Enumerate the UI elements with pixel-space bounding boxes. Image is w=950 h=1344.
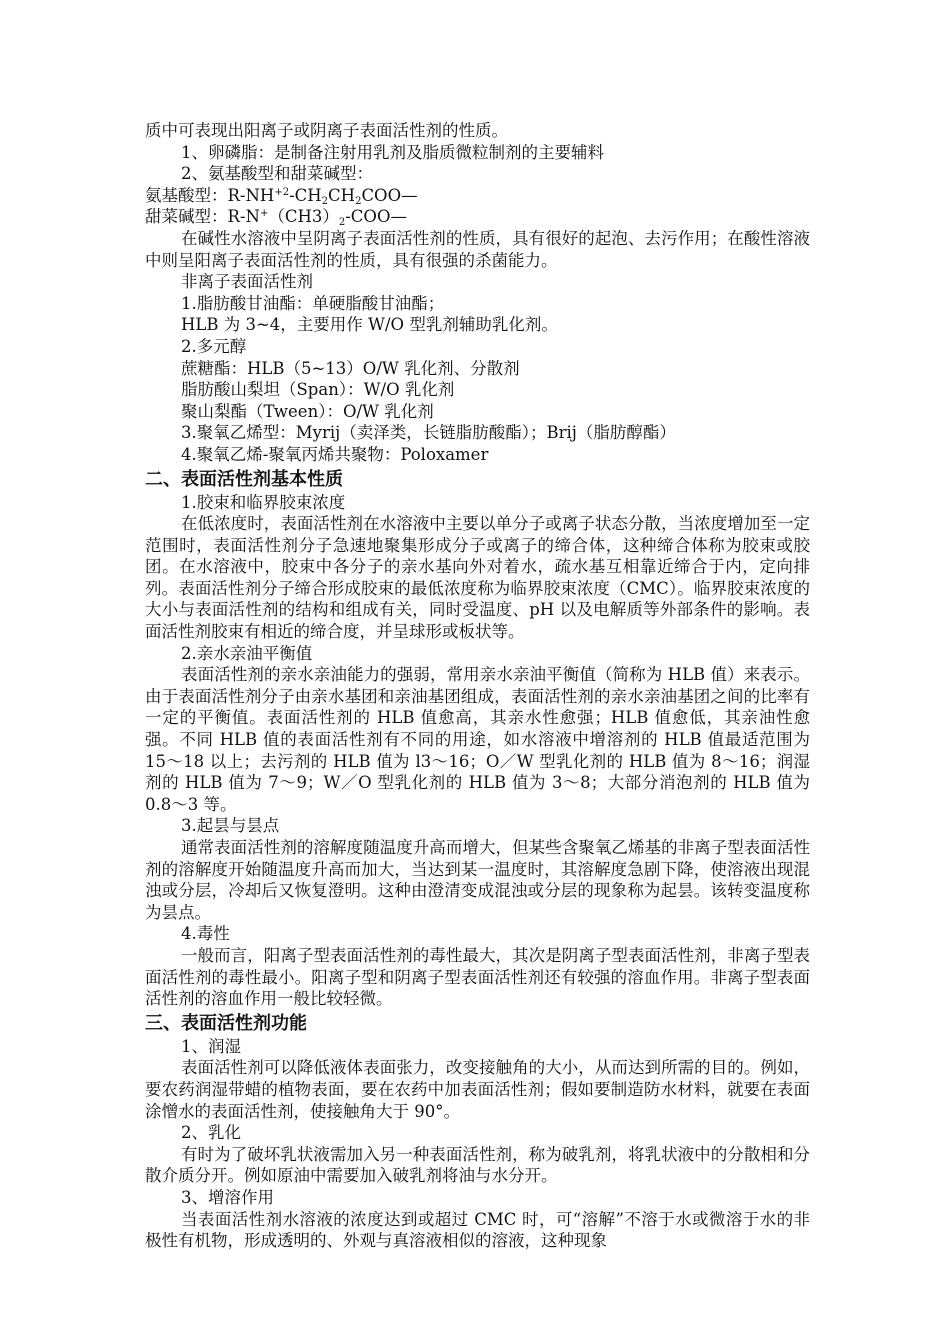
text-line: 脂肪酸山梨坦（Span）：W/O 乳化剂 [181,380,455,400]
text-line: HLB 为 3~4，主要用作 W/O 型乳剂辅助乳化剂。 [181,315,558,335]
subsection-title: 2.亲水亲油平衡值 [181,643,313,663]
paragraph: 在碱性水溶液中呈阴离子表面活性剂的性质，具有很好的起泡、去污作用；在酸性溶液中则呈阳离子表面活性剂的性质，具有很强的杀菌能力。 [145,228,810,270]
text-line: 非离子表面活性剂 [181,272,313,292]
text-line: 1、卵磷脂：是制备注射用乳剂及脂质微粒制剂的主要辅料 [181,142,604,162]
subsection-title: 4.毒性 [181,924,230,944]
subsection-title: 1.胶束和临界胶束浓度 [181,492,346,512]
text-line: 聚山梨酯（Tween）：O/W 乳化剂 [181,401,434,421]
document-page [145,120,810,1252]
paragraph: 当表面活性剂水溶液的浓度达到或超过 CMC 时，可“溶解”不溶于水或微溶于水的非极性有机物，形成透明的、外观与真溶液相似的溶液，这种现象 [145,1209,810,1251]
paragraph: 表面活性剂可以降低液体表面张力，改变接触角的大小，从而达到所需的目的。例如，要农药润湿带蜡的植物表面，要在农药中加表面活性剂；假如要制造防水材料，就要在表面涂憎水的表面活性剂，使接触角大于 90°。 [145,1058,810,1121]
amino-acid-formula: 氨基酸型：$R-NH^{+2}-CH_2CH_2COO—$ [145,185,418,207]
paragraph: 表面活性剂的亲水亲油能力的强弱，常用亲水亲油平衡值（简称为 HLB 值）来表示。由于表面活性剂分子由亲水基团和亲油基团组成，表面活性剂的亲水亲油基团之间的比率有一定的平衡值。表面活性剂的 HLB 值愈高，其亲水性愈强；HLB 值愈低，其亲油性愈强。不同 HLB 值的表面活性剂有不同的用途，如水溶液中增溶剂的 HLB 值最适范围为 15～18 以上；去污剂的 HLB 值为 l3～16；O／W 型乳化剂的 HLB 值为 8～16；润湿剂的 HLB 值为 7～9；W／O 型乳化剂的 HLB 值为 3～8；大部分消泡剂的 HLB 值为 0.8～3 等。 [145,665,810,814]
subsection-title: 2、乳化 [181,1123,241,1143]
text-line: 质中可表现出阳离子或阴离子表面活性剂的性质。 [145,121,508,140]
subsection-title: 3、增溶作用 [181,1187,274,1207]
text-line: 蔗糖酯：HLB（5~13）O/W 乳化剂、分散剂 [181,358,520,378]
subsection-title: 3.起昙与昙点 [181,816,280,836]
section-heading: 三、表面活性剂功能 [145,1012,307,1034]
betaine-formula: 甜菜碱型：$R-N^+(CH3)_2-COO—$ [145,207,407,229]
paragraph: 在低浓度时，表面活性剂在水溶液中主要以单分子或离子状态分散，当浓度增加至一定范围时，表面活性剂分子急速地聚集形成分子或离子的缔合体，这种缔合体称为胶束或胶团。在水溶液中，胶束中各分子的亲水基向外对着水，疏水基互相靠近缔合于内，定向排列。表面活性剂分子缔合形成胶束的最低浓度称为临界胶束浓度（CMC）。临界胶束浓度的大小与表面活性剂的结构和组成有关，同时受温度、pH 以及电解质等外部条件的影响。表面活性剂胶束有相近的缔合度，并呈球形或板状等。 [145,514,810,642]
subsection-title: 1、润湿 [181,1036,241,1056]
text-line: 3.聚氧乙烯型：Myrij（卖泽类，长链脂肪酸酯）；Brij（脂肪醇酯） [181,423,676,443]
paragraph: 一般而言，阳离子型表面活性剂的毒性最大，其次是阴离子型表面活性剂，非离子型表面活性剂的毒性最小。阳离子型和阴离子型表面活性剂还有较强的溶血作用。非离子型表面活性剂的溶血作用一般比较轻微。 [145,945,810,1009]
paragraph: 通常表面活性剂的溶解度随温度升高而增大，但某些含聚氧乙烯基的非离子型表面活性剂的溶解度开始随温度升高而加大，当达到某一温度时，其溶解度急剧下降，使溶液出现混浊或分层，冷却后又恢复澄明。这种由澄清变成混浊或分层的现象称为起昙。该转变温度称为昙点。 [145,838,810,922]
text-line: 4.聚氧乙烯-聚氧丙烯共聚物：Poloxamer [181,444,489,464]
text-line: 2、氨基酸型和甜菜碱型： [181,164,373,184]
text-line: 1.脂肪酸甘油酯：单硬脂酸甘油酯； [181,293,445,313]
text-line: 2.多元醇 [181,336,247,356]
paragraph: 有时为了破坏乳状液需加入另一种表面活性剂，称为破乳剂，将乳状液中的分散相和分散介质分开。例如原油中需要加入破乳剂将油与水分开。 [145,1144,810,1186]
section-heading: 二、表面活性剂基本性质 [145,468,343,490]
